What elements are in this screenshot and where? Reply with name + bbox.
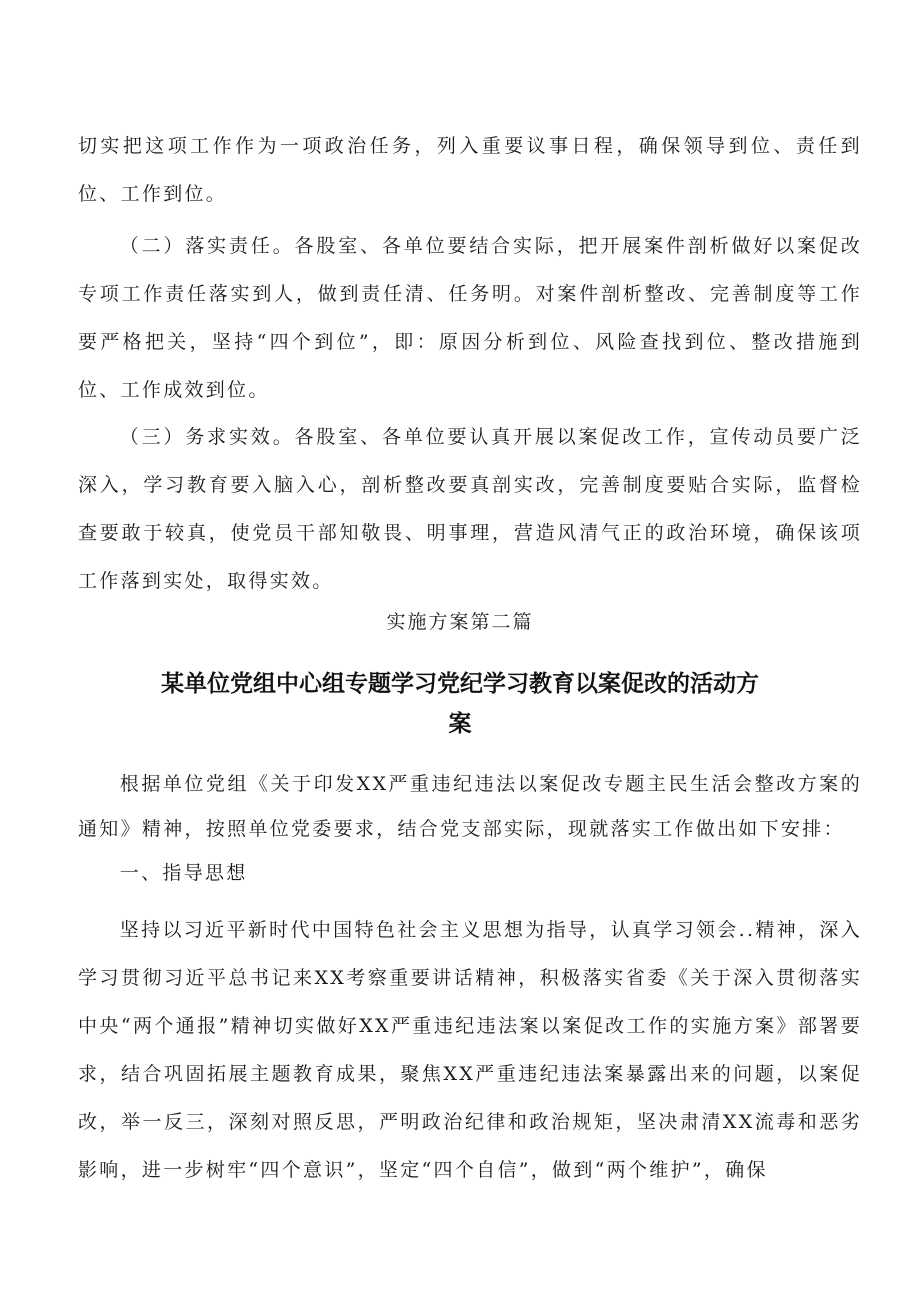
paragraph-guiding-ideology: 坚持以习近平新时代中国特色社会主义思想为指导，认真学习领会..精神，深入学习贯彻习近平总书记来XX考察重要讲话精神，积极落实省委《关于深入贯彻落实中央“两个通报”精神切实做好XX严重违纪违法案以案促改工作的实施方案》部署要求，结合巩固拓展主题教育成果，聚焦XX严重违纪违法案暴露出来的问题，以案促改，举一反三，深刻对照反思，严明政治纪律和政治规矩，坚决肃清XX流毒和恶劣影响，进一步树牢“四个意识”，坚定“四个自信”，做到“两个维护”，确保 (78, 919, 862, 1181)
paragraph-seek-results: （三）务求实效。各股室、各单位要认真开展以案促改工作，宣传动员要广泛深入，学习教育要入脑入心，剖析整改要真剖实改，完善制度要贴合实际，监督检查要敢于较真，使党员干部知敬畏、明事理，营造风清气正的政治环境，确保该项工作落到实处，取得实效。 (78, 426, 862, 592)
paragraph-implement-responsibility: （二）落实责任。各股室、各单位要结合实际，把开展案件剖析做好以案促改专项工作责任落实到人，做到责任清、任务明。对案件剖析整改、完善制度等工作要严格把关，坚持“四个到位”，即：原因分析到位、风险查找到位、整改措施到位、工作成效到位。 (78, 235, 862, 401)
paragraph-continuation: 切实把这项工作作为一项政治任务，列入重要议事日程，确保领导到位、责任到位、工作到位。 (78, 135, 862, 205)
document-title: 某单位党组中心组专题学习党纪学习教育以案促改的活动方案 (161, 671, 759, 737)
heading-guiding-ideology: 一、指导思想 (119, 862, 248, 884)
section-label: 实施方案第二篇 (386, 611, 534, 633)
paragraph-intro: 根据单位党组《关于印发XX严重违纪违法以案促改专题主民生活会整改方案的通知》精神，按照单位党委要求，结合党支部实际，现就落实工作做出如下安排： (78, 773, 862, 840)
